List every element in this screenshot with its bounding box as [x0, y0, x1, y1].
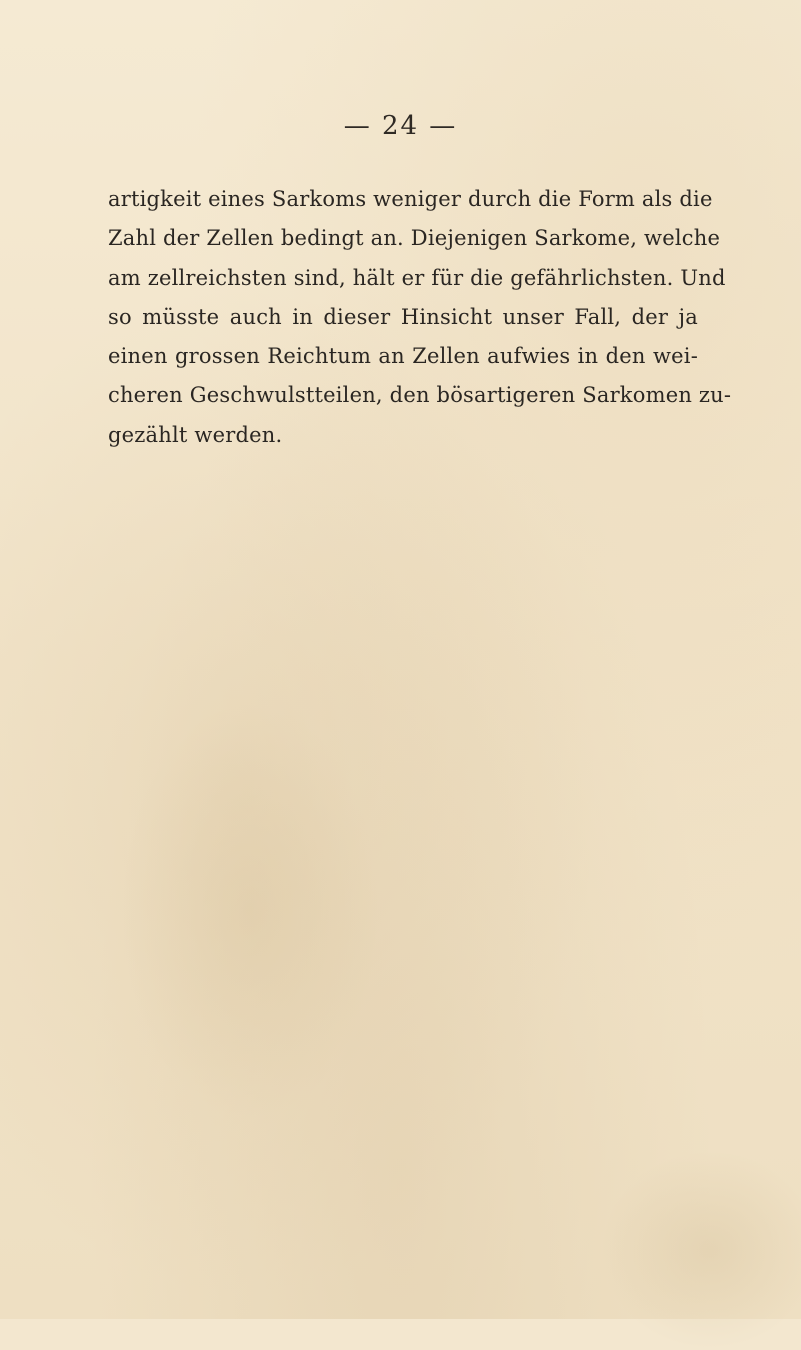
paper-stain [600, 1150, 801, 1350]
text-line: cheren Geschwulstteilen, den bösartigeren Sarkomen zu- [108, 383, 732, 408]
body-paragraph [108, 180, 732, 455]
text-line: Zahl der Zellen bedingt an. Diejenigen Sarkome, welche [108, 226, 721, 251]
paper-stain [120, 700, 380, 1120]
text-line: einen grossen Reichtum an Zellen aufwies in den wei- [108, 344, 698, 369]
text-line: am zellreichsten sind, hält er für die gefährlichsten. Und [108, 265, 726, 290]
page-number: — 24 — [343, 111, 458, 141]
text-line: gezählt werden. [108, 422, 283, 447]
text-line: so müsste auch in dieser Hinsicht unser Fall, der ja [108, 304, 698, 329]
text-line: artigkeit eines Sarkoms weniger durch die Form als die [108, 187, 713, 211]
